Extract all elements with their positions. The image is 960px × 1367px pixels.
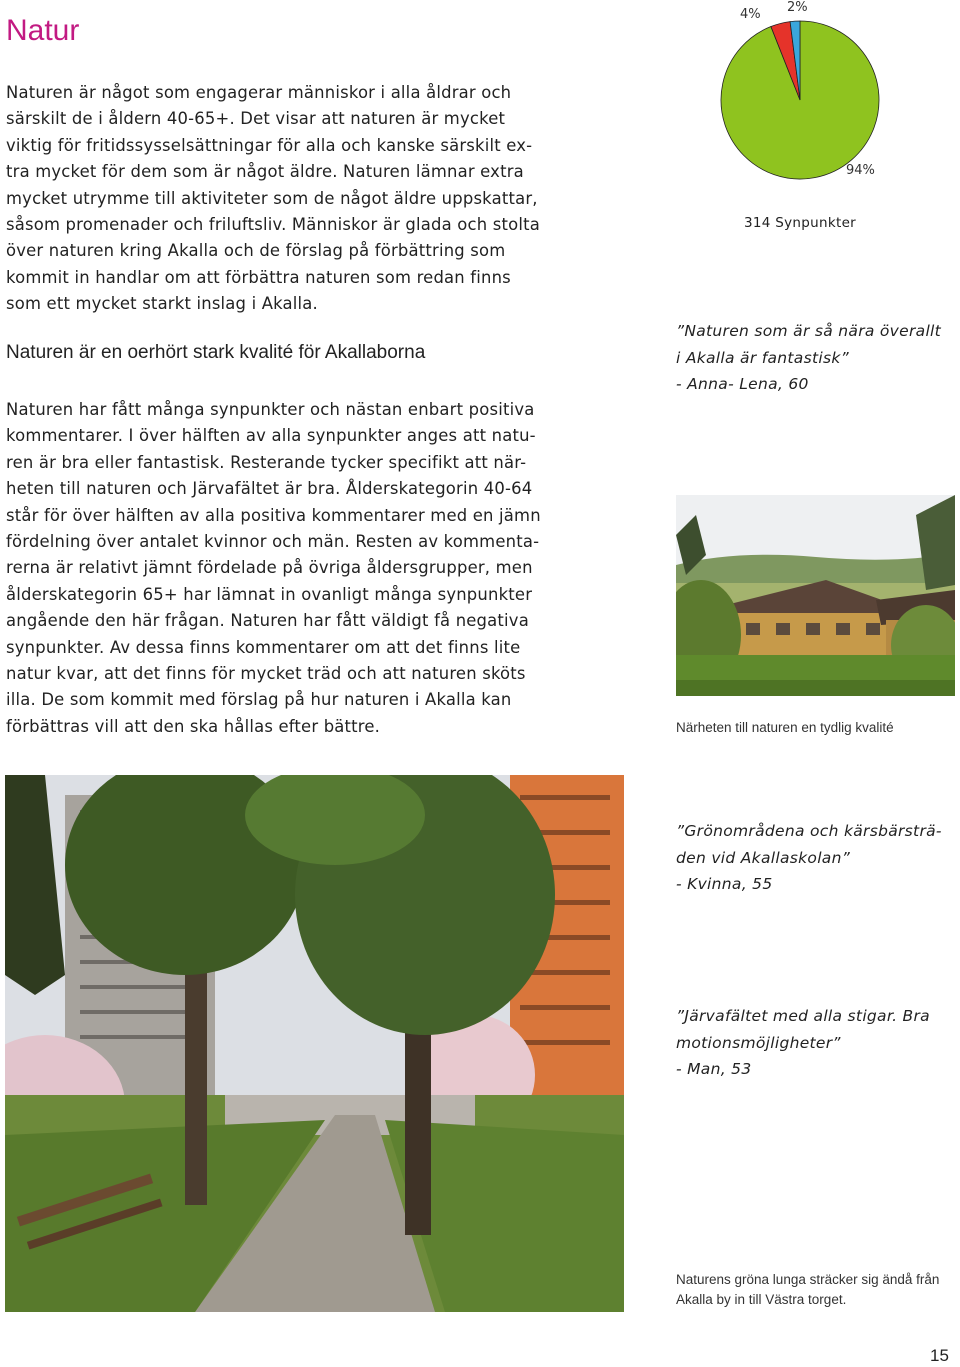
pie-chart-svg — [700, 0, 930, 210]
intro-paragraph — [6, 80, 616, 318]
quote-text: motionsmöjligheter” — [676, 1033, 841, 1052]
quote-text: ”Naturen som är så nära överallt — [676, 322, 942, 340]
photo-houses-illustration — [676, 495, 955, 696]
quote-author: - Kvinna, 55 — [676, 875, 773, 893]
quote-text: ”Grönområdena och kärsbärsträ- — [676, 822, 942, 840]
section-subheading: Naturen är en oerhört stark kvalité för Akallaborna — [6, 342, 426, 363]
slice-label-green: 94% — [846, 163, 875, 178]
intro-line: särskilt de i åldern 40-65+. Det visar att naturen är mycket — [6, 109, 506, 129]
quote-text: i Akalla är fantastisk” — [676, 348, 849, 367]
quote-text: ”Järvafältet med alla stigar. Bra — [676, 1007, 930, 1025]
pie-chart — [700, 0, 930, 250]
quote-author: - Anna- Lena, 60 — [676, 375, 809, 393]
body-paragraph — [6, 397, 616, 740]
body-line: ålderskategorin 65+ har lämnat in ovanligt många synpunkter — [6, 584, 533, 604]
body-line: ren är bra eller fantastisk. Resterande tycker specifikt att när- — [6, 452, 527, 472]
body-line: står för över hälften av alla positiva kommentarer med en jämn — [6, 505, 541, 525]
quote-text: den vid Akallaskolan” — [676, 848, 851, 867]
photo-caption: Närheten till naturen en tydlig kvalité — [676, 720, 894, 735]
page-title: Natur — [6, 14, 80, 47]
body-line: Naturen har fått många synpunkter och nästan enbart positiva — [6, 400, 535, 419]
body-line: synpunkter. Av dessa finns kommentarer om att det finns lite — [6, 637, 521, 657]
intro-line: tra mycket för dem som är något äldre. Naturen lämnar extra — [6, 162, 524, 182]
body-line: kommentarer. I över hälften av alla synpunkter anges att natu- — [6, 426, 536, 446]
body-line: förbättras vill att den ska hållas efter bättre. — [6, 716, 381, 736]
body-line: angående den här frågan. Naturen har fått väldigt få negativa — [6, 611, 529, 631]
body-line: heten till naturen och Järvafältet är bra. Ålderskategorin 40-64 — [6, 479, 533, 499]
caption-line: Naturens gröna lunga sträcker sig ändå från — [676, 1272, 940, 1287]
quote-block — [676, 318, 960, 398]
chart-caption: 314 Synpunkter — [744, 215, 857, 231]
intro-line: Naturen är något som engagerar människor i alla åldrar och — [6, 83, 512, 102]
caption-line: Akalla by in till Västra torget. — [676, 1291, 847, 1307]
body-line: natur kvar, att det finns för mycket träd och att naturen sköts — [6, 664, 526, 684]
quote-author: - Man, 53 — [676, 1060, 752, 1078]
body-line: rerna är relativt jämnt fördelade på övriga åldersgrupper, men — [6, 558, 533, 578]
intro-line: som ett mycket starkt inslag i Akalla. — [6, 294, 318, 314]
quote-block — [676, 818, 960, 898]
intro-line: över naturen kring Akalla och de förslag på förbättring som — [6, 241, 506, 261]
slice-label-blue: 2% — [787, 0, 808, 15]
photo-path-trees — [5, 775, 624, 1312]
photo-houses-nature — [676, 495, 955, 696]
photo-path-illustration — [5, 775, 624, 1312]
slice-label-red: 4% — [740, 7, 761, 22]
body-line: fördelning över antalet kvinnor och män. Resten av kommenta- — [6, 532, 540, 552]
intro-line: såsom promenader och friluftsliv. Människor är glada och stolta — [6, 215, 540, 235]
page-number: 15 — [930, 1346, 949, 1365]
photo-caption — [676, 1270, 939, 1309]
body-line: illa. De som kommit med förslag på hur naturen i Akalla kan — [6, 690, 512, 710]
quote-block — [676, 1003, 960, 1083]
intro-line: mycket utrymme till aktiviteter som de något äldre uppskattar, — [6, 188, 538, 208]
intro-line: kommit in handlar om att förbättra naturen som redan finns — [6, 267, 511, 287]
intro-line: viktig för fritidssysselsättningar för alla och kanske särskilt ex- — [6, 135, 533, 155]
